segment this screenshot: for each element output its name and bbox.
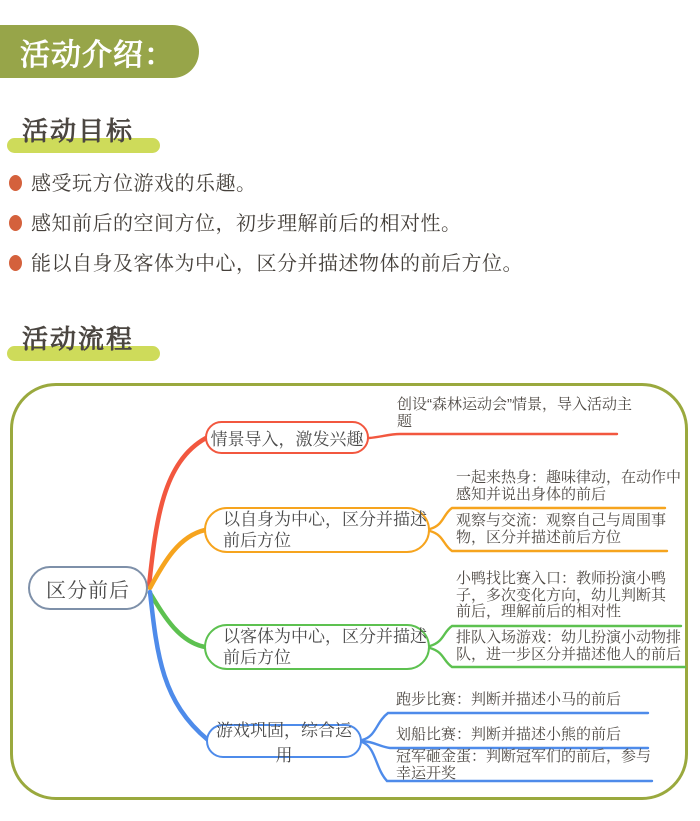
mindmap-branch3-node: 以客体为中心，区分并描述前后方位 — [204, 624, 430, 670]
page-title: 活动介绍： — [20, 38, 175, 72]
section-heading-goals — [0, 111, 260, 157]
bullet-dot-icon — [9, 175, 22, 191]
section-heading-goals-label: 活动目标 — [22, 116, 135, 146]
bullet-dot-icon — [9, 215, 22, 231]
goal-text: 能以自身及客体为中心，区分并描述物体的前后方位。 — [31, 253, 523, 275]
mindmap-leaf: 划船比赛：判断并描述小熊的前后 — [396, 726, 622, 743]
mindmap-leaf: 观察与交流：观察自己与周围事物，区分并描述前后方位 — [456, 512, 667, 546]
list-item — [9, 211, 697, 238]
section-heading-flow — [0, 319, 260, 365]
mindmap-branch2-node: 以自身为中心，区分并描述前后方位 — [204, 507, 430, 553]
mindmap-leaf: 冠军砸金蛋：判断冠军们的前后，参与幸运开奖 — [396, 748, 652, 782]
mindmap-leaf: 创设“森林运动会”情景，导入活动主题 — [397, 396, 632, 430]
mindmap-root-node: 区分前后 — [28, 566, 148, 610]
goal-text: 感知前后的空间方位，初步理解前后的相对性。 — [31, 213, 462, 235]
bullet-dot-icon — [9, 255, 22, 271]
mindmap-leaf: 跑步比赛：判断并描述小马的前后 — [396, 691, 622, 708]
goal-text: 感受玩方位游戏的乐趣。 — [31, 173, 257, 195]
mindmap-leaf: 一起来热身：趣味律动，在动作中感知并说出身体的前后 — [456, 469, 682, 503]
list-item — [9, 251, 697, 278]
list-item — [9, 171, 697, 198]
mindmap-branch4-node: 游戏巩固，综合运用 — [206, 724, 362, 758]
mindmap-leaf: 排队入场游戏：幼儿扮演小动物排队，进一步区分并描述他人的前后 — [456, 629, 682, 663]
mindmap-leaf: 小鸭找比赛入口：教师扮演小鸭子，多次变化方向，幼儿判断其前后，理解前后的相对性 — [456, 570, 667, 620]
mindmap-branch1-node: 情景导入，激发兴趣 — [205, 421, 369, 454]
page-title-banner — [0, 25, 199, 78]
section-heading-flow-label: 活动流程 — [22, 324, 135, 354]
goals-list — [9, 171, 697, 291]
